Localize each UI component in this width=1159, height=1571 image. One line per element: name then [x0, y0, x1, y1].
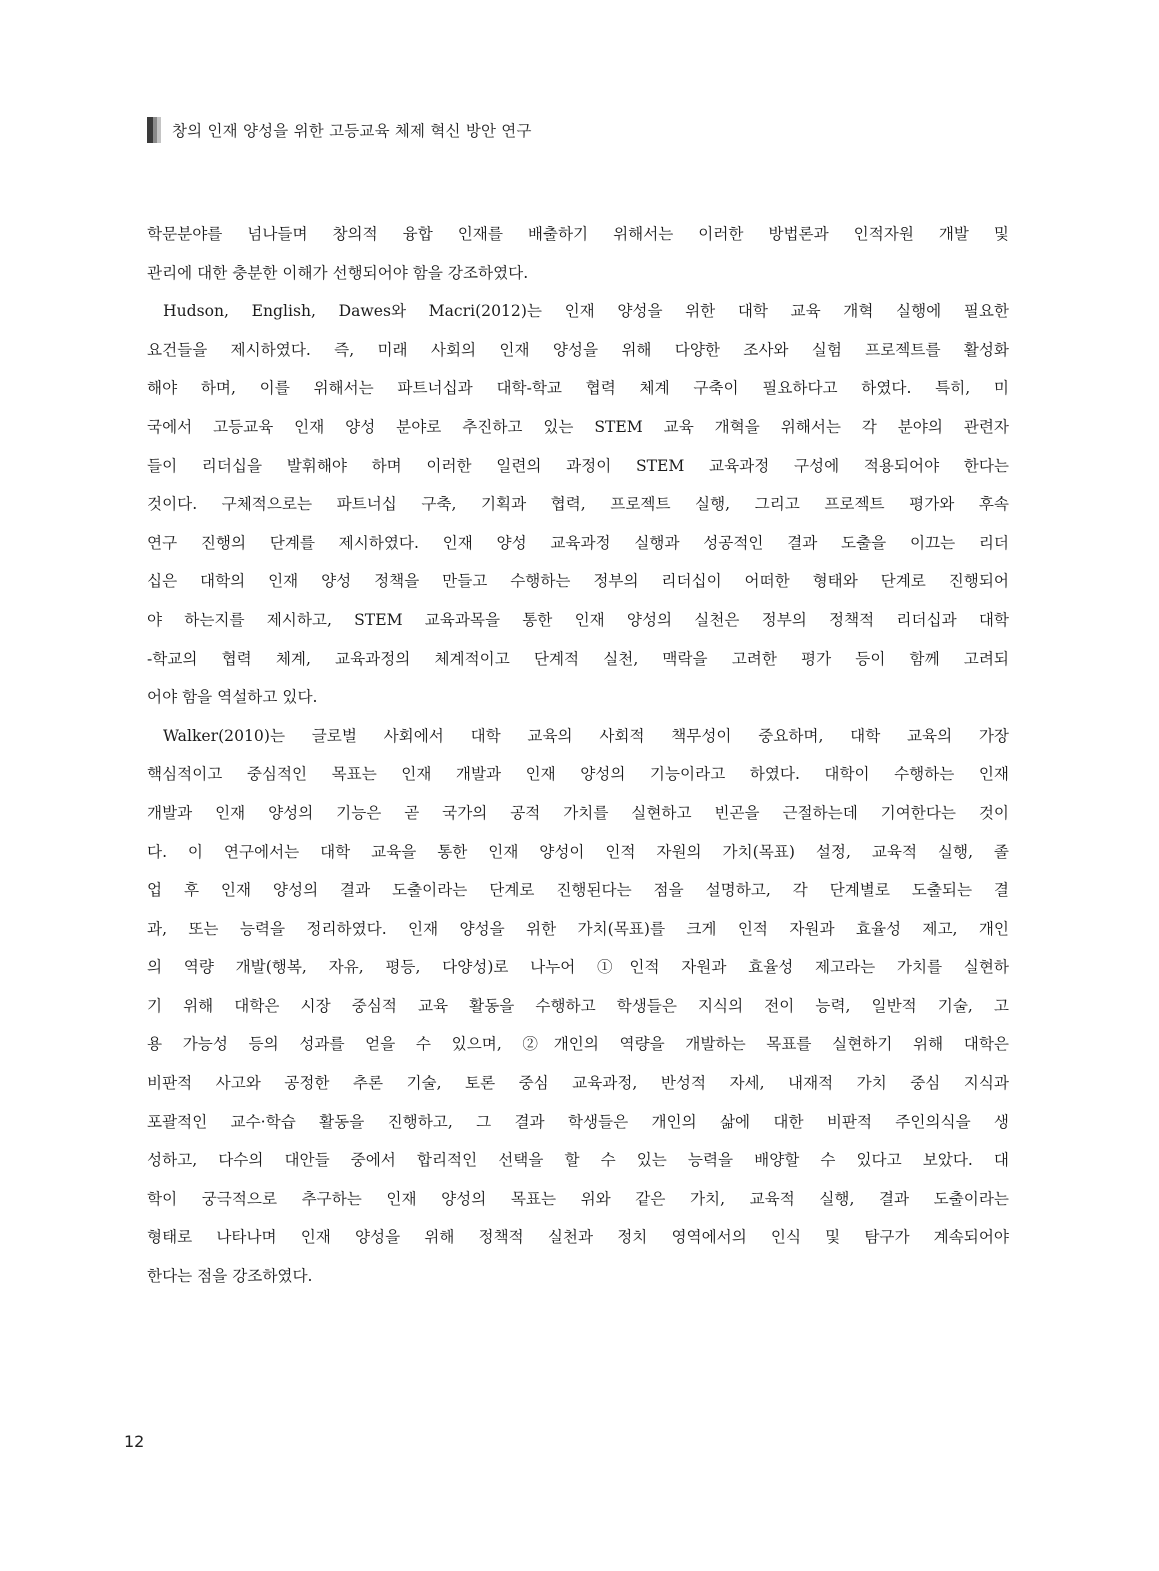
text-line: 어야 함을 역설하고 있다.	[147, 688, 318, 707]
paragraph-2	[147, 292, 1009, 717]
text-line: 비판적 사고와 공정한 추론 기술, 토론 중심 교육과정, 반성적 자세, 내재적 가치 중심 지식과	[147, 1074, 1009, 1093]
text-line: 한다는 점을 강조하였다.	[147, 1267, 313, 1286]
text-line: 의 역량 개발(행복, 자유, 평등, 다양성)로 나누어 ①인적 자원과 효율성 제고라는 가치를 실현하	[147, 958, 1009, 977]
text-line: 해야 하며, 이를 위해서는 파트너십과 대학-학교 협력 체계 구축이 필요하다고 하였다. 특히, 미	[147, 379, 1009, 398]
text-line: 개발과 인재 양성의 기능은 곧 국가의 공적 가치를 실현하고 빈곤을 근절하는데 기여한다는 것이	[147, 803, 1009, 822]
text-line: 형태로 나타나며 인재 양성을 위해 정책적 실천과 정치 영역에서의 인식 및 탐구가 계속되어야	[147, 1228, 1009, 1247]
text-line: 연구 진행의 단계를 제시하였다. 인재 양성 교육과정 실행과 성공적인 결과 도출을 이끄는 리더	[147, 533, 1009, 552]
text-line: 용 가능성 등의 성과를 얻을 수 있으며, ②개인의 역량을 개발하는 목표를 실현하기 위해 대학은	[147, 1035, 1009, 1054]
text-line: 야 하는지를 제시하고, STEM 교육과목을 통한 인재 양성의 실천은 정부의 정책적 리더십과 대학	[147, 610, 1009, 629]
text-line: Hudson, English, Dawes와 Macri(2012)는 인재 양성을 위한 대학 교육 개혁 실행에 필요한	[163, 302, 1009, 321]
text-line: 성하고, 다수의 대안들 중에서 합리적인 선택을 할 수 있는 능력을 배양할 수 있다고 보았다. 대	[147, 1151, 1009, 1170]
text-line: 국에서 고등교육 인재 양성 분야로 추진하고 있는 STEM 교육 개혁을 위해서는 각 분야의 관련자	[147, 417, 1009, 436]
running-header-title: 창의 인재 양성을 위한 고등교육 체제 혁신 방안 연구	[172, 122, 532, 140]
text-line: 업 후 인재 양성의 결과 도출이라는 단계로 진행된다는 점을 설명하고, 각 단계별로 도출되는 결	[147, 881, 1009, 900]
header-bar-marker	[147, 117, 161, 143]
text-line: -학교의 협력 체계, 교육과정의 체계적이고 단계적 실천, 맥락을 고려한 평가 등이 함께 고려되	[147, 649, 1009, 668]
text-line: Walker(2010)는 글로벌 사회에서 대학 교육의 사회적 책무성이 중요하며, 대학 교육의 가장	[163, 726, 1009, 745]
header-bar-light	[157, 117, 161, 143]
text-line: 포괄적인 교수·학습 활동을 진행하고, 그 결과 학생들은 개인의 삶에 대한 비판적 주인의식을 생	[147, 1112, 1009, 1131]
running-header	[147, 115, 532, 145]
paragraph-1	[147, 215, 1009, 292]
paragraph-3	[147, 717, 1009, 1296]
body-text	[147, 215, 1009, 1296]
text-line: 들이 리더십을 발휘해야 하며 이러한 일련의 과정이 STEM 교육과정 구성에 적용되어야 한다는	[147, 456, 1009, 475]
text-line: 관리에 대한 충분한 이해가 선행되어야 함을 강조하였다.	[147, 263, 529, 282]
text-line: 기 위해 대학은 시장 중심적 교육 활동을 수행하고 학생들은 지식의 전이 능력, 일반적 기술, 고	[147, 996, 1009, 1015]
text-line: 십은 대학의 인재 양성 정책을 만들고 수행하는 정부의 리더십이 어떠한 형태와 단계로 진행되어	[147, 572, 1009, 591]
text-line: 핵심적이고 중심적인 목표는 인재 개발과 인재 양성의 기능이라고 하였다. 대학이 수행하는 인재	[147, 765, 1009, 784]
text-line: 다. 이 연구에서는 대학 교육을 통한 인재 양성이 인적 자원의 가치(목표) 설정, 교육적 실행, 졸	[147, 842, 1009, 861]
page-number: 12	[124, 1432, 145, 1451]
text-line: 학이 궁극적으로 추구하는 인재 양성의 목표는 위와 같은 가치, 교육적 실행, 결과 도출이라는	[147, 1189, 1009, 1208]
text-line: 요건들을 제시하였다. 즉, 미래 사회의 인재 양성을 위해 다양한 조사와 실험 프로젝트를 활성화	[147, 340, 1009, 359]
text-line: 학문분야를 넘나들며 창의적 융합 인재를 배출하기 위해서는 이러한 방법론과 인적자원 개발 및	[147, 225, 1009, 243]
text-line: 과, 또는 능력을 정리하였다. 인재 양성을 위한 가치(목표)를 크게 인적 자원과 효율성 제고, 개인	[147, 919, 1009, 938]
text-line: 것이다. 구체적으로는 파트너십 구축, 기획과 협력, 프로젝트 실행, 그리고 프로젝트 평가와 후속	[147, 495, 1009, 514]
